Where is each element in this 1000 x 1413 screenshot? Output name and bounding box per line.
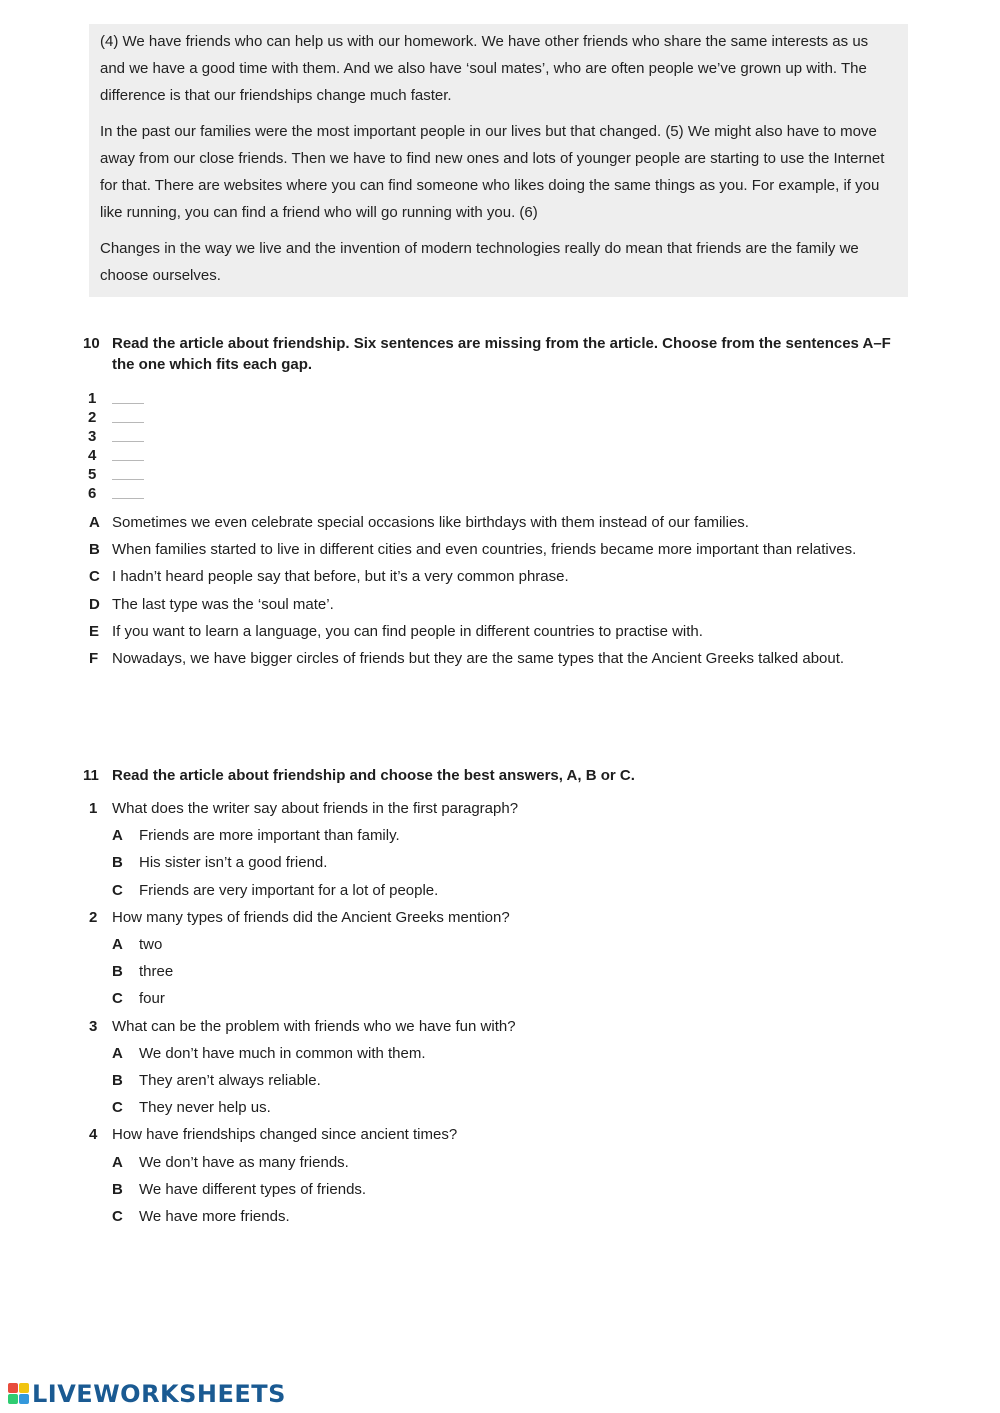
question-row — [89, 1013, 518, 1040]
answer-text: We don’t have much in common with them. — [139, 1044, 426, 1062]
task10-number: 10 — [83, 335, 100, 352]
answer-letter: B — [112, 854, 123, 872]
question-text: What does the writer say about friends in the first paragraph? — [112, 800, 519, 818]
answer-choice[interactable] — [89, 877, 518, 904]
article-excerpt — [89, 24, 908, 297]
gap-number: 5 — [88, 466, 97, 483]
liveworksheets-logo[interactable] — [8, 1380, 286, 1408]
answer-choice[interactable] — [89, 1040, 518, 1067]
option-row — [89, 563, 856, 590]
answer-text: Friends are very important for a lot of people. — [139, 881, 439, 899]
answer-text: four — [139, 990, 165, 1008]
option-letter: F — [89, 650, 99, 668]
question-text: How many types of friends did the Ancient Greeks mention? — [112, 908, 510, 926]
answer-letter: A — [112, 1153, 123, 1171]
question-row — [89, 904, 518, 931]
article-paragraph-1: (4) We have friends who can help us with our homework. We have other friends who share the same interests as us and we have a good time with them. And we also have ‘soul mates’, who are often people we’ve grown up with. The difference is that our friendships change much faster. — [100, 33, 869, 104]
answer-letter: C — [112, 881, 123, 899]
task10-instruction: Read the article about friendship. Six sentences are missing from the article. Choose from the sentences A–F the one which fits each gap. — [112, 335, 891, 373]
gap-answer-blank[interactable] — [112, 441, 144, 442]
gap-row — [88, 389, 144, 408]
option-text: The last type was the ‘soul mate’. — [112, 595, 334, 613]
answer-letter: C — [112, 1099, 123, 1117]
option-row — [89, 618, 856, 645]
gap-number: 3 — [88, 428, 97, 445]
task10-heading — [83, 333, 913, 375]
gap-answer-blank[interactable] — [112, 498, 144, 499]
answer-choice[interactable] — [89, 1203, 518, 1230]
option-letter: B — [89, 541, 100, 559]
question-text: How have friendships changed since ancient times? — [112, 1126, 458, 1144]
answer-choice[interactable] — [89, 931, 518, 958]
answer-letter: A — [112, 827, 123, 845]
gap-row — [88, 446, 144, 465]
answer-choice[interactable] — [89, 849, 518, 876]
logo-blocks-icon — [8, 1383, 30, 1405]
option-letter: C — [89, 568, 100, 586]
gap-answer-blank[interactable] — [112, 460, 144, 461]
answer-text: two — [139, 936, 163, 954]
answer-text: They never help us. — [139, 1099, 271, 1117]
gap-row — [88, 484, 144, 503]
answer-choice[interactable] — [89, 1094, 518, 1121]
gap-answer-blank[interactable] — [112, 422, 144, 423]
answer-letter: C — [112, 990, 123, 1008]
question-number: 1 — [89, 800, 98, 818]
option-text: If you want to learn a language, you can find people in different countries to practise with. — [112, 622, 703, 640]
option-text: When families started to live in different cities and even countries, friends became more important than relatives. — [112, 541, 857, 559]
answer-choice[interactable] — [89, 1148, 518, 1175]
option-row — [89, 509, 856, 536]
question-text: What can be the problem with friends who we have fun with? — [112, 1017, 516, 1035]
gap-row — [88, 465, 144, 484]
option-row — [89, 591, 856, 618]
option-letter: D — [89, 595, 100, 613]
answer-choice[interactable] — [89, 958, 518, 985]
option-row — [89, 536, 856, 563]
answer-choice[interactable] — [89, 1067, 518, 1094]
option-text: Nowadays, we have bigger circles of friends but they are the same types that the Ancient Greeks talked about. — [112, 650, 845, 668]
answer-choice[interactable] — [89, 822, 518, 849]
answer-text: They aren’t always reliable. — [139, 1071, 321, 1089]
gap-number: 4 — [88, 447, 97, 464]
gap-answer-blank[interactable] — [112, 403, 144, 404]
task11-heading — [83, 765, 913, 786]
answer-text: We have different types of friends. — [139, 1180, 367, 1198]
option-text: Sometimes we even celebrate special occasions like birthdays with them instead of our families. — [112, 514, 749, 532]
answer-text: His sister isn’t a good friend. — [139, 854, 328, 872]
answer-text: three — [139, 963, 174, 981]
question-row — [89, 1121, 518, 1148]
article-paragraph-2: In the past our families were the most important people in our lives but that changed. (5) We might also have to move away from our close friends. Then we have to find new ones and lots of younger people are starting to use the Internet for that. There are websites where you can find someone who likes doing the same things as you. For example, if you like running, you can find a friend who will go running with you. (6) — [100, 123, 885, 221]
answer-letter: C — [112, 1207, 123, 1225]
answer-choice[interactable] — [89, 1176, 518, 1203]
question-number: 3 — [89, 1017, 98, 1035]
gap-number: 1 — [88, 390, 97, 407]
task10-gap-list — [88, 389, 144, 503]
task10-options — [89, 509, 856, 672]
gap-answer-blank[interactable] — [112, 479, 144, 480]
option-row — [89, 645, 856, 672]
task11-instruction: Read the article about friendship and choose the best answers, A, B or C. — [112, 767, 635, 784]
option-letter: E — [89, 622, 100, 640]
answer-choice[interactable] — [89, 985, 518, 1012]
answer-letter: B — [112, 1180, 123, 1198]
question-row — [89, 795, 518, 822]
logo-text: LIVEWORKSHEETS — [32, 1380, 286, 1408]
option-text: I hadn’t heard people say that before, but it’s a very common phrase. — [112, 568, 569, 586]
answer-letter: B — [112, 963, 123, 981]
task11-questions — [89, 795, 518, 1230]
answer-text: We have more friends. — [139, 1207, 290, 1225]
gap-number: 6 — [88, 485, 97, 502]
answer-letter: A — [112, 936, 123, 954]
answer-text: Friends are more important than family. — [139, 827, 400, 845]
option-letter: A — [89, 514, 100, 532]
gap-row — [88, 427, 144, 446]
article-paragraph-3: Changes in the way we live and the invention of modern technologies really do mean that friends are the family we choose ourselves. — [100, 240, 859, 284]
question-number: 4 — [89, 1126, 98, 1144]
question-number: 2 — [89, 908, 98, 926]
answer-letter: A — [112, 1044, 123, 1062]
task11-number: 11 — [83, 767, 99, 784]
answer-text: We don’t have as many friends. — [139, 1153, 349, 1171]
gap-row — [88, 408, 144, 427]
gap-number: 2 — [88, 409, 97, 426]
answer-letter: B — [112, 1071, 123, 1089]
